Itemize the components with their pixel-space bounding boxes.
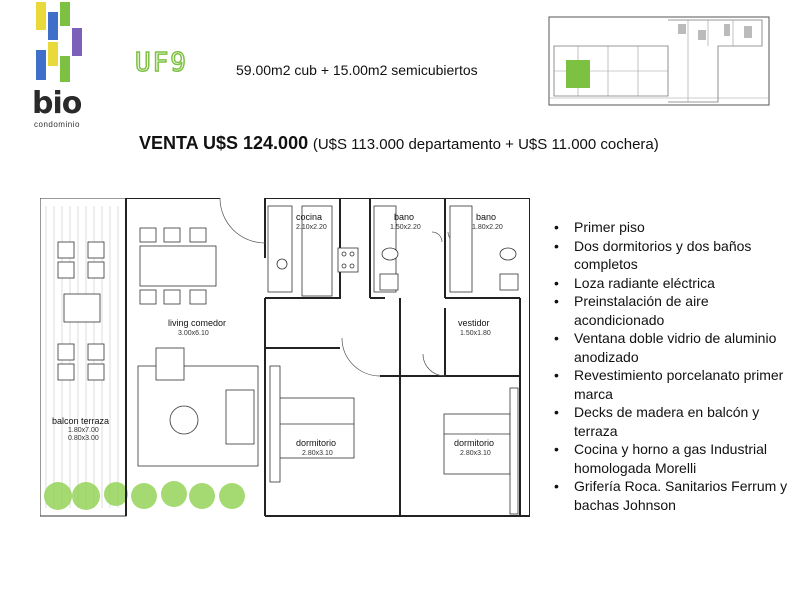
room-dims-cocina: 2.10x2.20 [296,224,327,231]
floor-plan [40,198,530,528]
living-furniture [138,348,258,466]
logo-square-green [60,2,70,26]
logo-square-purple [72,28,82,56]
unit-highlight [566,60,590,88]
room-dims-dormitorio-1: 2.80x3.10 [302,450,333,457]
feature-item: • Primer piso [550,218,790,237]
price-line [139,133,659,154]
room-label-dormitorio-1: dormitorio [296,438,337,448]
unit-code: UF9 [135,48,188,78]
room-label-bano-1: bano [394,212,415,222]
price-detail: (U$S 113.000 departamento + U$S 11.000 cochera) [312,136,659,153]
dining-table [140,228,216,304]
room-dims-bano-2: 1.80x2.20 [472,224,503,231]
logo-square-yellow [36,2,46,30]
logo-square-blue [48,12,58,40]
room-label-vestidor: vestidor [458,318,490,328]
feature-item: • Decks de madera en balcón y terraza [550,403,790,440]
room-label-dormitorio-2: dormitorio [454,438,495,448]
feature-item: • Ventana doble vidrio de aluminio anodizado [550,329,790,366]
room-dims-dormitorio-2: 2.80x3.10 [460,450,491,457]
room-dims-balcon-2: 0.80x3.00 [68,435,99,442]
location-plan [548,16,770,106]
logo-square-green-2 [60,56,70,82]
feature-item: • Revestimiento porcelanato primer marca [550,366,790,403]
room-label-cocina: cocina [296,212,323,222]
room-label-balcon: balcon terraza [52,416,110,426]
brand-tagline: condominio [34,120,80,129]
room-dims-vestidor: 1.50x1.80 [460,330,491,337]
room-label-bano-2: bano [476,212,497,222]
brand-name: bio [32,86,82,121]
feature-item: • Loza radiante eléctrica [550,274,790,293]
logo-square-blue-2 [36,50,46,80]
room-dims-living: 3.00x6.10 [178,330,209,337]
features-list [550,218,790,514]
feature-item: • Grifería Roca. Sanitarios Ferrum y bachas Johnson [550,477,790,514]
price-main: VENTA U$S 124.000 [139,133,309,153]
room-dims-balcon-1: 1.80x7.00 [68,427,99,434]
room-label-living: living comedor [168,318,227,328]
logo-square-yellow-2 [48,42,58,66]
feature-item: • Cocina y horno a gas Industrial homologada Morelli [550,440,790,477]
feature-item: • Dos dormitorios y dos baños completos [550,237,790,274]
unit-surfaces: 59.00m2 cub + 15.00m2 semicubiertos [236,62,478,78]
room-dims-bano-1: 1.50x2.20 [390,224,421,231]
feature-item: • Preinstalación de aire acondicionado [550,292,790,329]
